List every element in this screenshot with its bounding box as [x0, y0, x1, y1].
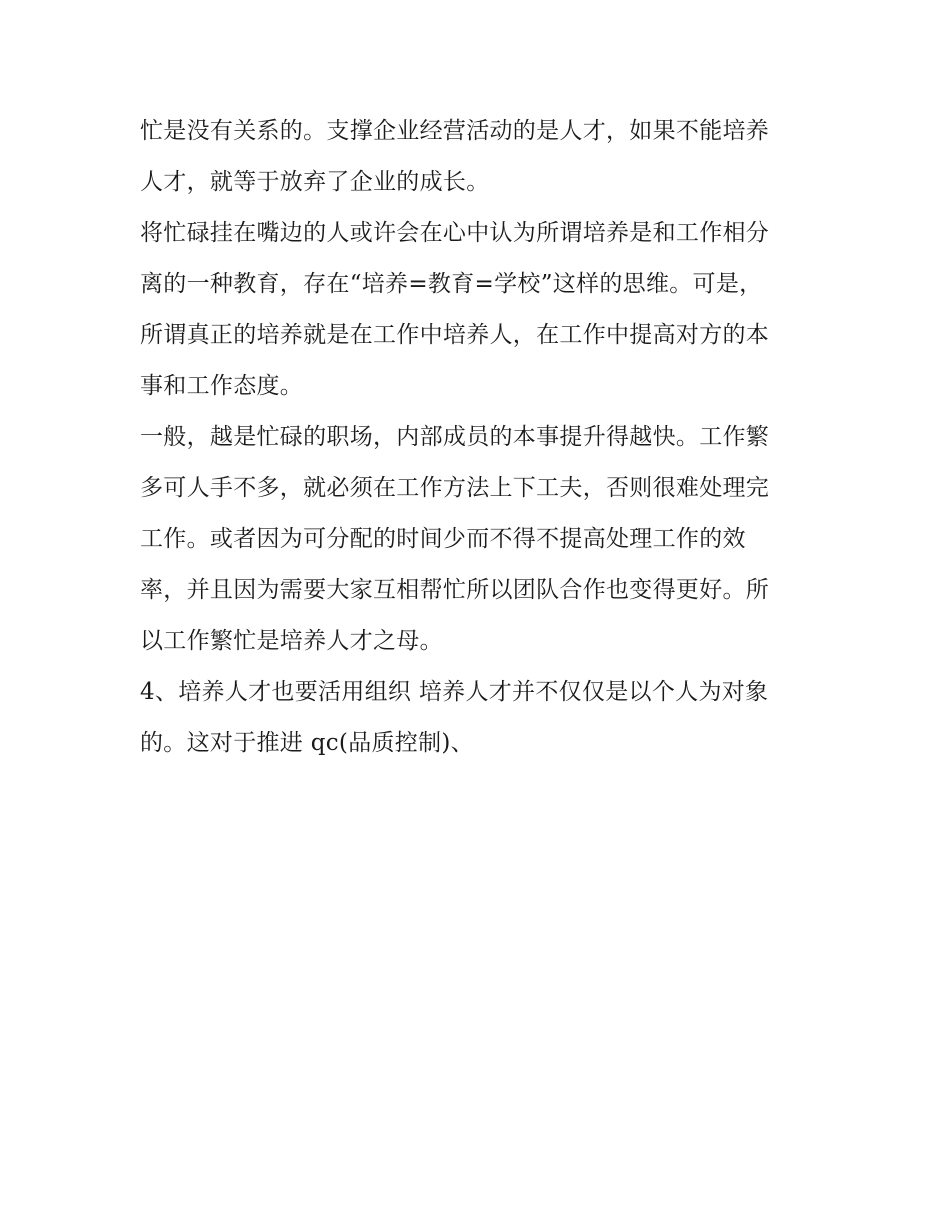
text-line: 事和工作态度。 [140, 373, 304, 399]
text-line: 一般，越是忙碌的职场，内部成员的本事提升得越快。工作繁 [140, 424, 770, 450]
text-line: 所谓真正的培养就是在工作中培养人，在工作中提高对方的本 [140, 322, 770, 348]
text-line: 4、培养人才也要活用组织 培养人才并不仅仅是以个人为对象 [140, 679, 769, 705]
text-line: 以工作繁忙是培养人才之母。 [140, 628, 443, 654]
text-line: 人才，就等于放弃了企业的成长。 [140, 169, 490, 195]
text-line: 工作。或者因为可分配的时间少而不得不提高处理工作的效 [140, 526, 746, 552]
text-line: 的。这对于推进 qc(品质控制)、 [140, 730, 474, 756]
text-line: 忙是没有关系的。支撑企业经营活动的是人才，如果不能培养 [140, 118, 770, 144]
text-line: 多可人手不多，就必须在工作方法上下工夫，否则很难处理完 [140, 475, 770, 501]
text-line: 将忙碌挂在嘴边的人或许会在心中认为所谓培养是和工作相分 [140, 220, 770, 246]
text-line: 率，并且因为需要大家互相帮忙所以团队合作也变得更好。所 [140, 577, 770, 603]
text-line: 离的一种教育，存在“培养=教育=学校”这样的思维。可是， [140, 271, 763, 297]
document-body [140, 106, 820, 769]
